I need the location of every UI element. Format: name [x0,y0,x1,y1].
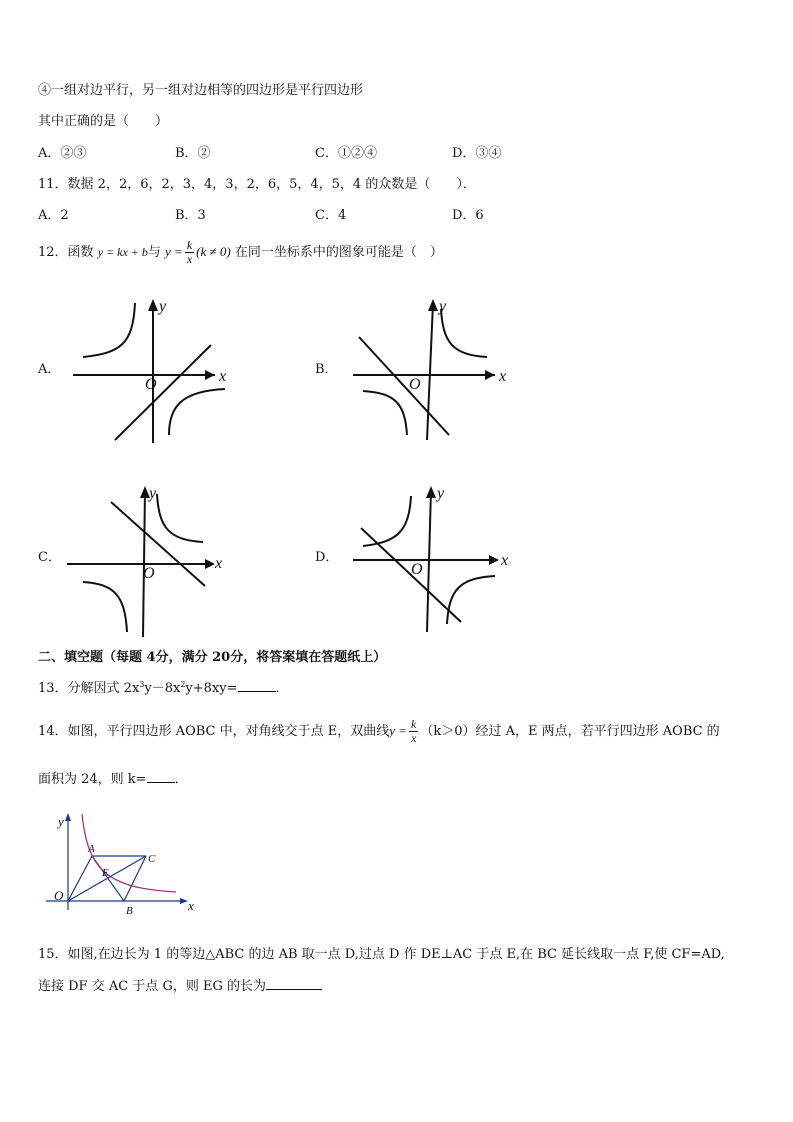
q10-prompt: 其中正确的是（ ） [38,114,169,129]
q14-line2-end: ． [174,772,188,787]
graph-d-x-label: x [501,552,509,569]
graph-b-y-arrow [428,299,438,311]
q14-answer-blank[interactable] [147,770,175,783]
q10-option-a[interactable]: A．②③ [38,146,87,161]
graph-a-label[interactable]: A． [38,362,61,377]
graph-d-hyperbola-upper [363,496,411,546]
q12-stem-suffix: 在同一坐标系中的图象可能是（ ） [234,245,443,260]
q14-line2-text: 面积为 24，则 k= [38,772,147,787]
graph-b-y-axis [427,303,433,440]
graph-a-y-label: y [159,298,167,315]
graph-b-x-arrow [485,370,495,380]
q14-figure [46,810,206,922]
q13-mid2: y+8xy= [185,681,238,696]
graph-c-x-arrow [205,559,215,569]
section-2-title: 二、填空题（每题 4分，满分 20分，将答案填在答题纸上） [38,650,387,665]
q14-eq-left: y = [389,723,408,738]
statement-4: ④一组对边平行，另一组对边相等的四边形是平行四边形 [38,83,364,98]
graph-c-x-label: x [215,555,223,572]
graph-d-y-label: y [437,485,445,502]
graph-d[interactable] [345,482,515,642]
q15-answer-blank[interactable] [266,977,322,990]
q10-option-c[interactable]: C．①②④ [315,146,377,161]
graph-a-x-label: x [219,368,227,385]
q10-option-b[interactable]: B．② [175,146,211,161]
q14-suffix: （k＞0）经过 A，E 两点，若平行四边形 AOBC 的 [420,724,720,739]
graph-a-y-arrow [148,299,158,311]
graph-a-hyperbola-upper [83,303,135,357]
q12-mid: 与 [147,245,161,260]
q11-option-b[interactable]: B．3 [175,208,206,223]
graph-b-label[interactable]: B． [315,362,338,377]
q14-frac-num: k [411,717,417,731]
graph-c-hyperbola-upper [157,494,203,542]
q12-eq2-left: y = [165,244,183,259]
q14-label-C: C [148,853,156,865]
graph-c-label[interactable]: C． [38,550,61,565]
q12-linear-eq: y = kx + b [97,245,148,259]
graph-a-hyperbola-lower [169,389,225,435]
q14-frac-den: x [411,731,417,745]
q11-option-a[interactable]: A．2 [38,208,69,223]
q15-line2 [38,977,322,996]
q14-hyperbola [82,814,176,892]
q13-mid1: y－8x [144,681,181,696]
q12-eq2-cond: (k ≠ 0) [196,244,231,259]
q12-fraction [185,239,194,266]
graph-b-line [359,337,449,435]
q11-option-c[interactable]: C．4 [315,208,347,223]
q12-frac-den: x [186,252,193,266]
q14-x-arrow [180,898,188,904]
q13-answer-blank[interactable] [238,679,276,692]
graph-d-label[interactable]: D． [315,550,339,565]
q11-stem: 11．数据 2，2，6，2，3，4，3，2，6，5，4，5，4 的众数是（ ）． [38,177,476,192]
graph-c[interactable] [65,482,235,642]
graph-d-y-arrow [426,486,436,498]
q14-line2 [38,770,188,789]
q13-exp1: 3 [139,680,145,689]
q14-label-E: E [102,867,109,879]
graph-a-origin: O [145,376,157,393]
graph-d-x-arrow [489,555,499,565]
q14-line1 [38,713,720,750]
q13-suffix: ． [275,681,289,696]
q14-label-B: B [126,905,133,917]
graph-b[interactable] [345,295,515,445]
graph-b-hyperbola-lower [363,391,407,435]
graph-c-y-label: y [149,485,157,502]
graph-a-x-arrow [205,370,215,380]
graph-c-y-axis [143,490,145,637]
q12-stem-prefix: 12．函数 [38,245,94,260]
q14-label-y: y [58,814,64,829]
q14-fraction [409,718,418,745]
q12-frac-num: k [186,238,193,252]
q14-label-O: O [54,888,64,903]
graph-c-origin: O [143,565,155,582]
q14-label-A: A [88,843,95,855]
graph-c-hyperbola-lower [83,582,127,632]
graph-a[interactable] [65,295,235,445]
q14-prefix: 14．如图，平行四边形 AOBC 中，对角线交于点 E，双曲线 [38,724,390,739]
q13-exp2: 2 [180,680,186,689]
q15-line2-text: 连接 DF 交 AC 于点 G，则 EG 的长为 [38,979,266,994]
q13-prefix: 13．分解因式 2x [38,681,140,696]
q11-option-d[interactable]: D．6 [452,208,484,223]
graph-d-origin: O [411,561,423,578]
q10-option-d[interactable]: D．③④ [452,146,502,161]
graph-b-origin: O [409,376,421,393]
q14-y-arrow [65,813,71,821]
graph-b-y-label: y [439,298,447,315]
q15-line1: 15．如图,在边长为 1 的等边△ABC 的边 AB 取一点 D,过点 D 作 DE⊥AC 于点 E,在 BC 延长线取一点 F,使 CF=AD, [38,947,725,962]
q14-label-x: x [188,898,194,913]
graph-c-line [111,502,205,586]
graph-b-x-label: x [499,368,507,385]
graph-b-hyperbola-upper [441,309,487,357]
q12-stem [38,234,443,271]
q13 [38,676,289,698]
